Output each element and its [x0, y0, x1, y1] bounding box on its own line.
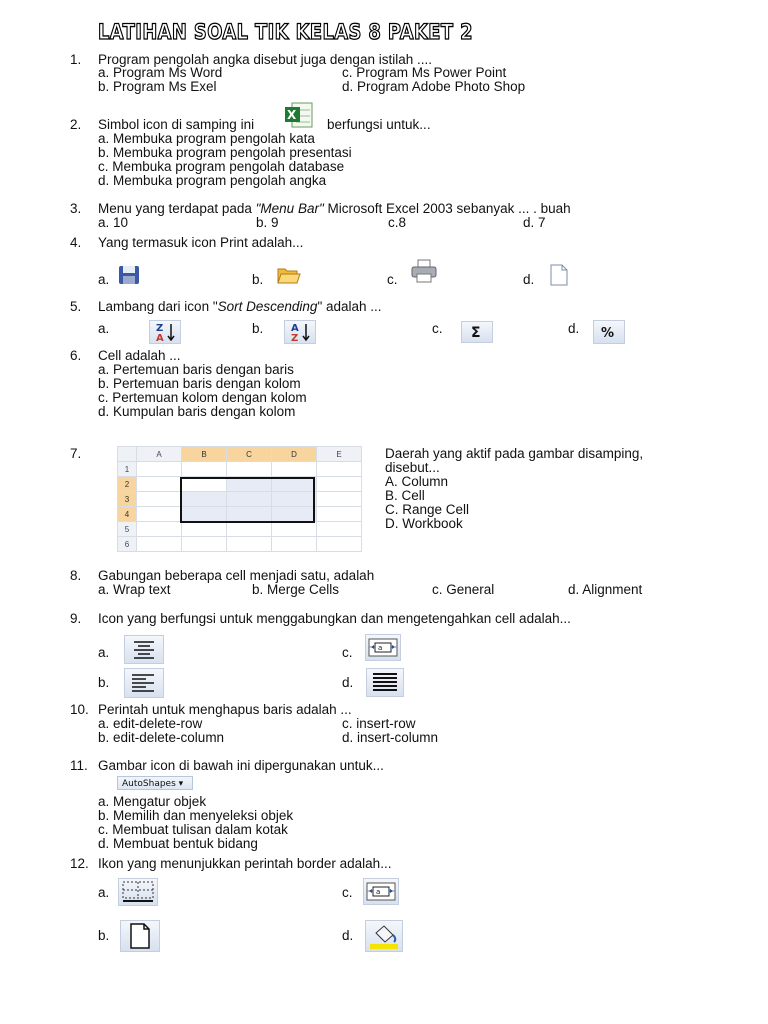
- q11-option-b: b. Memilih dan menyeleksi objek: [98, 808, 294, 823]
- q9-option-c: c.: [342, 645, 353, 660]
- new-document-icon: [120, 920, 160, 952]
- dropdown-arrow-icon: ▾: [178, 779, 184, 789]
- q4-option-d: d.: [523, 272, 535, 287]
- q1-option-c: c. Program Ms Power Point: [342, 65, 507, 80]
- q7-option-a: A. Column: [385, 474, 449, 489]
- merge-center-icon: [365, 634, 401, 661]
- q5-option-d: d.: [568, 321, 580, 336]
- row-header: 1: [118, 462, 137, 477]
- q4-option-c: c.: [387, 272, 398, 287]
- open-folder-icon: [276, 265, 302, 285]
- q1-question: Program pengolah angka disebut juga dengan istilah ....: [98, 52, 432, 67]
- q9-number: 9.: [70, 611, 82, 626]
- q7-option-b: B. Cell: [385, 488, 425, 503]
- column-header: C: [227, 447, 272, 462]
- row-header: 4: [118, 507, 137, 522]
- q2-option-d: d. Membuka program pengolah angka: [98, 173, 327, 188]
- q3-question-start: Menu yang terdapat pada: [98, 201, 256, 216]
- q4-number: 4.: [70, 235, 82, 250]
- q5-option-b: b.: [252, 321, 264, 336]
- q9-option-a: a.: [98, 645, 110, 660]
- q3-question-italic: "Menu Bar": [255, 201, 324, 216]
- row-header: 2: [118, 477, 137, 492]
- q10-number: 10.: [70, 702, 89, 717]
- q9-question: Icon yang berfungsi untuk menggabungkan dan mengetengahkan cell adalah...: [98, 611, 571, 626]
- q1-number: 1.: [70, 52, 82, 67]
- svg-text:%: %: [601, 326, 615, 341]
- column-header: D: [272, 447, 317, 462]
- q10-option-d: d. insert-column: [342, 730, 439, 745]
- q8-question: Gabungan beberapa cell menjadi satu, adalah: [98, 568, 375, 583]
- q3-option-b: b. 9: [256, 215, 279, 230]
- row-header: 3: [118, 492, 137, 507]
- q7-question-cont: disebut...: [385, 460, 440, 475]
- q2-option-a: a. Membuka program pengolah kata: [98, 131, 315, 146]
- q6-number: 6.: [70, 348, 82, 363]
- merge-center-icon: [363, 878, 399, 905]
- q4-option-b: b.: [252, 272, 264, 287]
- align-left-icon: [124, 668, 164, 698]
- autosum-icon: [461, 321, 493, 343]
- q10-option-b: b. edit-delete-column: [98, 730, 225, 745]
- svg-text:X: X: [287, 108, 297, 122]
- q12-option-c: c.: [342, 885, 353, 900]
- q11-option-c: c. Membuat tulisan dalam kotak: [98, 822, 288, 837]
- autoshapes-label: AutoShapes: [122, 779, 176, 789]
- svg-text:A: A: [156, 333, 164, 343]
- printer-icon: [409, 258, 439, 284]
- q11-question: Gambar icon di bawah ini dipergunakan untuk...: [98, 758, 384, 773]
- q10-option-a: a. edit-delete-row: [98, 716, 203, 731]
- q12-question: Ikon yang menunjukkan perintah border adalah...: [98, 856, 392, 871]
- q8-option-d: d. Alignment: [568, 582, 643, 597]
- svg-text:a: a: [376, 888, 381, 896]
- justify-icon: [366, 668, 404, 697]
- q8-number: 8.: [70, 568, 82, 583]
- save-icon: [117, 264, 141, 286]
- q1-option-a: a. Program Ms Word: [98, 65, 223, 80]
- row-header: 6: [118, 537, 137, 552]
- q3-option-c: c.8: [388, 215, 407, 230]
- q5-question-end: " adalah ...: [317, 299, 382, 314]
- excel-icon: [284, 102, 314, 128]
- fill-color-icon: [365, 920, 403, 952]
- q10-option-c: c. insert-row: [342, 716, 416, 731]
- q5-option-a: a.: [98, 321, 110, 336]
- svg-text:Z: Z: [156, 323, 164, 334]
- q1-option-b: b. Program Ms Exel: [98, 79, 217, 94]
- autoshapes-button[interactable]: [117, 776, 193, 790]
- svg-text:Z: Z: [291, 333, 299, 343]
- q5-question-start: Lambang dari icon ": [98, 299, 218, 314]
- q12-option-a: a.: [98, 885, 110, 900]
- q7-option-c: C. Range Cell: [385, 502, 470, 517]
- q12-option-d: d.: [342, 928, 354, 943]
- q6-option-b: b. Pertemuan baris dengan kolom: [98, 376, 301, 391]
- q3-option-d: d. 7: [523, 215, 546, 230]
- q5-number: 5.: [70, 299, 82, 314]
- align-center-icon: [124, 635, 164, 664]
- q8-option-b: b. Merge Cells: [252, 582, 340, 597]
- q3-option-a: a. 10: [98, 215, 129, 230]
- q4-option-a: a.: [98, 272, 110, 287]
- q2-question: Simbol icon di samping ini: [98, 117, 255, 132]
- column-header: E: [317, 447, 362, 462]
- q6-question: Cell adalah ...: [98, 348, 181, 363]
- q12-number: 12.: [70, 856, 89, 871]
- q7-number: 7.: [70, 446, 82, 461]
- new-document-icon: [548, 264, 570, 286]
- svg-text:A: A: [291, 323, 299, 334]
- borders-icon: [118, 878, 158, 906]
- svg-text:Σ: Σ: [471, 325, 481, 341]
- q3-number: 3.: [70, 201, 82, 216]
- q11-option-d: d. Membuat bentuk bidang: [98, 836, 258, 851]
- q2-option-b: b. Membuka program pengolah presentasi: [98, 145, 352, 160]
- q5-question: [98, 300, 382, 314]
- q4-question: Yang termasuk icon Print adalah...: [98, 235, 304, 250]
- q2-option-c: c. Membuka program pengolah database: [98, 159, 345, 174]
- q3-question: [98, 202, 571, 216]
- q9-option-d: d.: [342, 675, 354, 690]
- q6-option-c: c. Pertemuan kolom dengan kolom: [98, 390, 307, 405]
- q7-question: Daerah yang aktif pada gambar disamping,: [385, 446, 644, 461]
- q8-option-c: c. General: [432, 582, 495, 597]
- q9-option-b: b.: [98, 675, 110, 690]
- q5-option-c: c.: [432, 321, 443, 336]
- q5-question-italic: Sort Descending: [217, 299, 318, 314]
- row-header: 5: [118, 522, 137, 537]
- q1-option-d: d. Program Adobe Photo Shop: [342, 79, 526, 94]
- q10-question: Perintah untuk menghapus baris adalah ...: [98, 702, 352, 717]
- q7-option-d: D. Workbook: [385, 516, 463, 531]
- sort-descending-icon: [149, 320, 181, 344]
- q6-option-d: d. Kumpulan baris dengan kolom: [98, 404, 296, 419]
- svg-text:a: a: [378, 644, 383, 652]
- column-header: B: [182, 447, 227, 462]
- q8-option-a: a. Wrap text: [98, 582, 171, 597]
- q2-question-end: berfungsi untuk...: [327, 117, 431, 132]
- q11-number: 11.: [70, 758, 88, 773]
- q12-option-b: b.: [98, 928, 110, 943]
- page-title: LATIHAN SOAL TIK KELAS 8 PAKET 2: [98, 20, 473, 44]
- percent-style-icon: [593, 320, 625, 344]
- q3-question-end: Microsoft Excel 2003 sebanyak ... . buah: [323, 201, 571, 216]
- q6-option-a: a. Pertemuan baris dengan baris: [98, 362, 294, 377]
- q2-number: 2.: [70, 117, 82, 132]
- selected-range-outline: [180, 477, 315, 523]
- q11-option-a: a. Mengatur objek: [98, 794, 207, 809]
- column-header: A: [137, 447, 182, 462]
- sort-ascending-icon: [284, 320, 316, 344]
